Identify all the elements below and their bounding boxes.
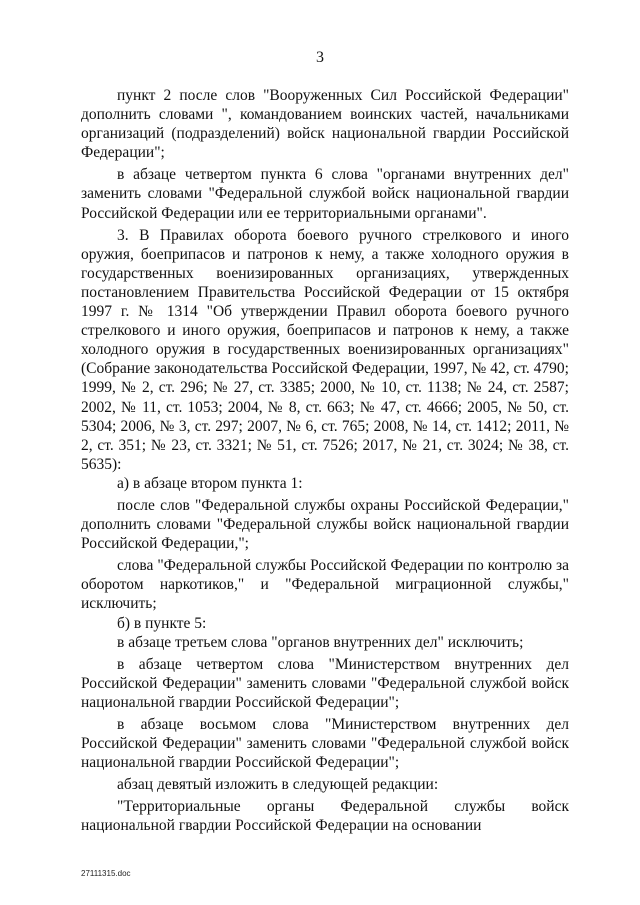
paragraph-5: после слов "Федеральной службы охраны Российской Федерации," дополнить словами "Федеральной службы войск национальной гвардии Российской Федерации,"; bbox=[81, 496, 569, 553]
document-body bbox=[81, 86, 569, 836]
paragraph-3: 3. В Правилах оборота боевого ручного стрелкового и иного оружия, боеприпасов и патронов к нему, а также холодного оружия в государственных военизированных организациях, утвержденных постановлением Правительства Российской Федерации от 15 октября 1997 г. № 1314 "Об утверждении Правил оборота боевого ручного стрелкового и иного оружия, боеприпасов и патронов к нему, а также холодного оружия в государственных военизированных организациях" (Собрание законодательства Российской Федерации, 1997, № 42, ст. 4790; 1999, № 2, ст. 296; № 27, ст. 3385; 2000, № 10, ст. 1138; № 24, ст. 2587; 2002, № 11, ст. 1053; 2004, № 8, ст. 663; № 47, ст. 4666; 2005, № 50, ст. 5304; 2006, № 3, ст. 297; 2007, № 6, ст. 765; 2008, № 14, ст. 1412; 2011, № 2, ст. 351; № 23, ст. 3321; № 51, ст. 7526; 2017, № 21, ст. 3024; № 38, ст. 5635): bbox=[81, 226, 569, 473]
paragraph-12: "Территориальные органы Федеральной службы войск национальной гвардии Российской Федерации на основании bbox=[81, 798, 569, 835]
paragraph-4: а) в абзаце втором пункта 1: bbox=[117, 474, 303, 492]
paragraph-10: в абзаце восьмом слова "Министерством внутренних дел Российской Федерации" заменить словами "Федеральной службой войск национальной гвардии Российской Федерации"; bbox=[81, 716, 569, 772]
paragraph-8: в абзаце третьем слова "органов внутренних дел" исключить; bbox=[117, 633, 524, 651]
page-number: 3 bbox=[316, 49, 324, 66]
footer-filename: 27111315.doc bbox=[81, 869, 131, 878]
paragraph-6: слова "Федеральной службы Российской Федерации по контролю за оборотом наркотиков," и "Федеральной миграционной службы," исключить; bbox=[81, 557, 569, 613]
paragraph-2: в абзаце четвертом пункта 6 слова "органами внутренних дел" заменить словами "Федеральной службой войск национальной гвардии Российской Федерации или ее территориальными органами". bbox=[81, 166, 569, 222]
paragraph-1: пункт 2 после слов "Вооруженных Сил Российской Федерации" дополнить словами ", командованием воинских частей, начальниками организаций (подразделений) войск национальной гвардии Российской Федерации"; bbox=[81, 87, 569, 162]
paragraph-7: б) в пункте 5: bbox=[117, 614, 207, 632]
paragraph-11: абзац девятый изложить в следующей редакции: bbox=[117, 776, 439, 794]
paragraph-9: в абзаце четвертом слова "Министерством внутренних дел Российской Федерации" заменить словами "Федеральной службой войск национальной гвардии Российской Федерации"; bbox=[81, 655, 569, 711]
